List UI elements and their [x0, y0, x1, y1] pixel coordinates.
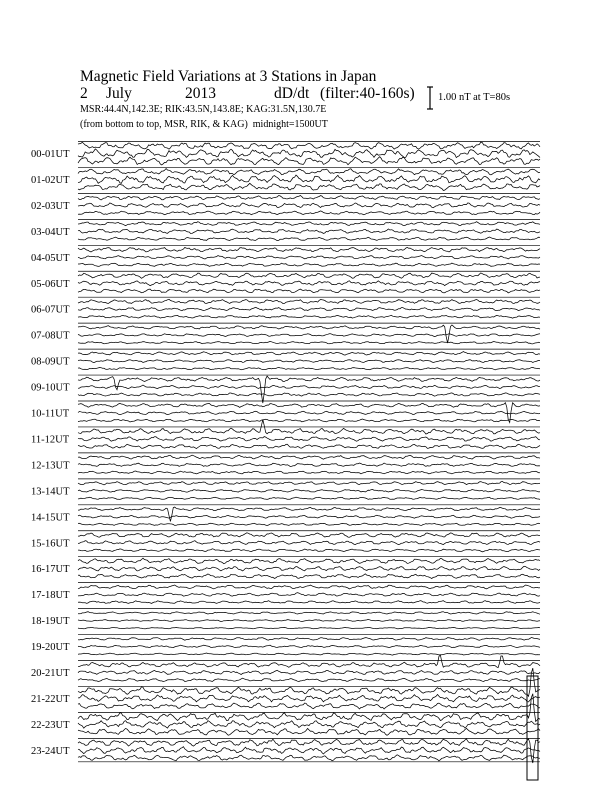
date-month: July: [106, 85, 132, 102]
trace-kag: [78, 247, 540, 252]
trace-kag: [78, 196, 540, 200]
row-label: 00-01UT: [31, 149, 70, 160]
trace-kag: [78, 655, 540, 668]
row-label: 10-11UT: [31, 408, 70, 420]
row-label: 20-21UT: [31, 668, 70, 679]
trace-rik: [78, 437, 540, 442]
date-year: 2013: [185, 85, 216, 102]
filter-label: (filter:40-160s): [320, 85, 415, 102]
row-label: 02-03UT: [31, 200, 70, 212]
trace-rik: [78, 747, 540, 754]
trace-rik: [78, 670, 540, 674]
trace-msr: [78, 444, 540, 448]
trace-msr: [78, 497, 540, 499]
trace-msr: [78, 263, 540, 266]
trace-msr: [78, 755, 540, 761]
trace-rik: [78, 645, 540, 648]
trace-rik: [78, 619, 540, 621]
trace-kag: [78, 585, 540, 589]
trace-kag: [78, 169, 540, 175]
date-day: 2: [80, 85, 88, 102]
trace-rik: [78, 463, 540, 467]
order-note-text: (from bottom to top, MSR, RIK, & KAG): [80, 119, 248, 130]
chart-title: Magnetic Field Variations at 3 Stations in Japan: [80, 68, 377, 85]
row-label: 15-16UT: [31, 538, 70, 550]
trace-msr: [78, 419, 540, 422]
trace-rik: [78, 566, 540, 571]
row-label: 06-07UT: [31, 304, 70, 316]
trace-rik: [78, 175, 540, 183]
trace-rik: [78, 721, 540, 729]
trace-msr: [78, 157, 540, 165]
trace-rik: [78, 307, 540, 310]
trace-msr: [78, 237, 540, 241]
row-label: 09-10UT: [31, 382, 70, 394]
trace-kag: [78, 299, 540, 303]
trace-kag: [78, 273, 540, 278]
trace-msr: [78, 183, 540, 190]
row-label: 23-24UT: [31, 745, 70, 757]
trace-rik: [78, 695, 540, 702]
trace-msr: [78, 315, 540, 318]
trace-msr: [78, 341, 540, 344]
trace-msr: [78, 601, 540, 604]
trace-kag: [78, 533, 540, 537]
trace-rik: [78, 411, 540, 414]
trace-msr: [78, 523, 540, 525]
trace-kag: [78, 638, 540, 641]
trace-rik: [78, 541, 540, 545]
row-label: 11-12UT: [31, 434, 70, 446]
scale-bar-label: 1.00 nT at T=80s: [438, 92, 511, 103]
row-label: 14-15UT: [31, 512, 70, 524]
row-label: 17-18UT: [31, 590, 70, 602]
trace-rik: [78, 515, 540, 518]
row-label: 07-08UT: [31, 330, 70, 342]
row-label: 21-22UT: [31, 693, 70, 705]
trace-msr: [78, 653, 540, 655]
row-label: 01-02UT: [31, 174, 70, 186]
row-label: 12-13UT: [31, 460, 70, 472]
quantity-label: dD/dt: [274, 85, 310, 102]
trace-rik: [78, 593, 540, 596]
trace-msr: [78, 471, 540, 474]
trace-msr: [78, 703, 540, 709]
station-coordinates: MSR:44.4N,142.3E; RIK:43.5N,143.8E; KAG:31.5N,130.7E: [80, 104, 327, 115]
trace-kag: [78, 558, 540, 564]
trace-kag: [78, 482, 540, 485]
row-label: 18-19UT: [31, 616, 70, 628]
row-label: 03-04UT: [31, 226, 70, 238]
trace-msr: [78, 393, 540, 396]
trace-msr: [78, 678, 540, 681]
row-label: 04-05UT: [31, 252, 70, 264]
trace-msr: [78, 367, 540, 369]
trace-msr: [78, 574, 540, 579]
trace-kag: [78, 507, 540, 521]
trace-rik: [78, 385, 540, 389]
trace-kag: [78, 142, 540, 149]
trace-rik: [78, 281, 540, 286]
trace-rik: [78, 149, 540, 158]
trace-kag: [78, 222, 540, 226]
trace-rik: [78, 360, 540, 363]
trace-msr: [78, 211, 540, 215]
row-label: 22-23UT: [31, 719, 70, 731]
midnight-note: midnight=1500UT: [252, 119, 328, 130]
trace-rik: [78, 256, 540, 260]
trace-msr: [78, 627, 540, 628]
trace-msr: [78, 549, 540, 552]
trace-kag: [78, 612, 540, 615]
row-label: 19-20UT: [31, 642, 70, 654]
trace-msr: [78, 728, 540, 735]
trace-rik: [78, 229, 540, 234]
trace-msr: [78, 289, 540, 293]
row-label: 16-17UT: [31, 564, 70, 576]
row-label: 05-06UT: [31, 278, 70, 290]
row-label: 08-09UT: [31, 356, 70, 368]
trace-rik: [78, 203, 540, 208]
row-label: 13-14UT: [31, 486, 70, 498]
trace-kag: [78, 376, 540, 403]
trace-kag: [78, 455, 540, 459]
trace-rik: [78, 489, 540, 492]
trace-kag: [78, 352, 540, 356]
trace-rik: [78, 334, 540, 337]
